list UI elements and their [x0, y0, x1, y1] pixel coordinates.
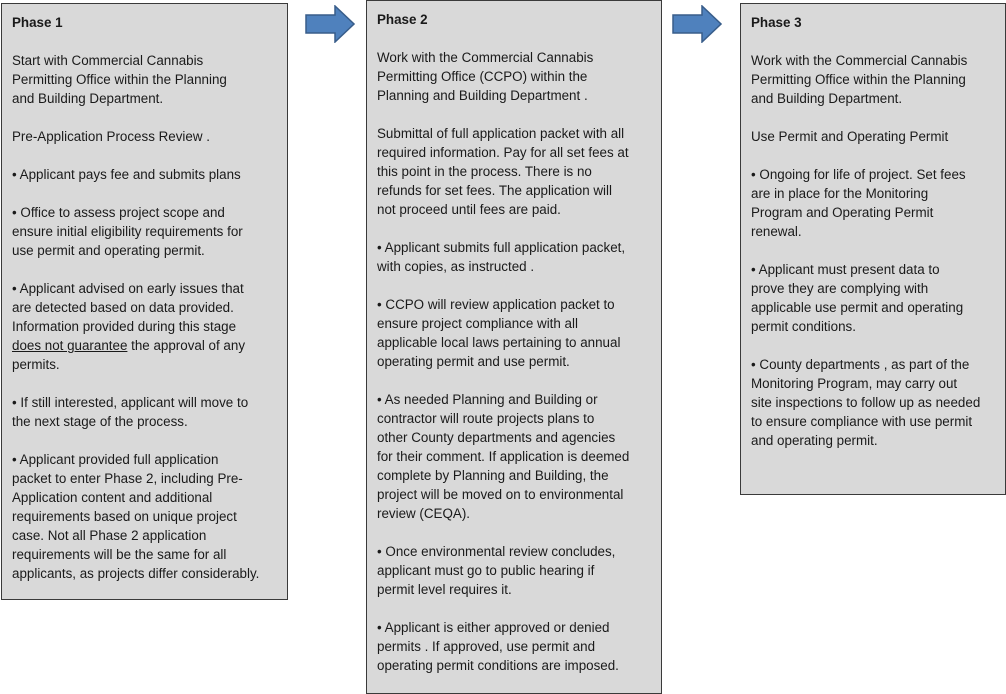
phase-paragraph: • Applicant pays fee and submits plans	[12, 167, 241, 182]
phase-paragraph: • If still interested, applicant will move to the next stage of the process.	[12, 395, 249, 429]
phase-paragraph: • Office to assess project scope and ensure initial eligibility requirements for use permit and operating permit.	[12, 205, 243, 258]
arrow-right-icon	[672, 5, 722, 43]
phase-paragraph: Pre-Application Process Review .	[12, 129, 210, 144]
phase-paragraph: • As needed Planning and Building or contractor will route projects plans to other County departments and agencies for their comment. If application is deemed complete by Planning and Building, the project will be moved on to environmental review (CEQA).	[377, 392, 630, 521]
phase-paragraph: • Applicant must present data to prove they are complying with applicable use permit and operating permit conditions.	[751, 262, 964, 334]
phase-paragraph: • CCPO will review application packet to ensure project compliance with all applicable local laws pertaining to annual operating permit and use permit.	[377, 297, 621, 369]
phase-paragraph: • Ongoing for life of project. Set fees are in place for the Monitoring Program and Operating Permit renewal.	[751, 167, 966, 239]
phase-title: Phase 3	[751, 15, 802, 30]
phase-paragraph: Work with the Commercial Cannabis Permitting Office (CCPO) within the Planning and Building Department .	[377, 50, 594, 103]
phase-3-box	[740, 3, 1006, 495]
phase-paragraph: Submittal of full application packet with all required information. Pay for all set fees at this point in the process. There is no refunds for set fees. The application will not proceed until fees are paid.	[377, 126, 629, 217]
arrow-right-icon	[305, 5, 355, 43]
phase-paragraph: Start with Commercial Cannabis Permitting Office within the Planning and Building Department.	[12, 53, 227, 106]
disclaimer-underlined: does not guarantee	[12, 338, 128, 353]
phase-title: Phase 1	[12, 15, 63, 30]
phase-paragraph-advised	[12, 279, 277, 374]
phase-paragraph: Use Permit and Operating Permit	[751, 129, 949, 144]
phase-1-box	[1, 3, 288, 600]
phase-paragraph: Work with the Commercial Cannabis Permitting Office within the Planning and Building Department.	[751, 53, 968, 106]
phase-paragraph: • Applicant submits full application packet, with copies, as instructed .	[377, 240, 626, 274]
phase-paragraph: • County departments , as part of the Monitoring Program, may carry out site inspections to follow up as needed to ensure compliance with use permit and operating permit.	[751, 357, 981, 448]
phase-paragraph: • Once environmental review concludes, applicant must go to public hearing if permit level requires it.	[377, 544, 616, 597]
phase-paragraph: • Applicant provided full application packet to enter Phase 2, including Pre- Application content and additional requirements based on unique project case. Not all Phase 2 application requirements will be the same for all applicants, as projects differ considerably.	[12, 452, 260, 581]
phase-title: Phase 2	[377, 12, 428, 27]
advised-text-end: the approval of any permits.	[12, 338, 246, 372]
phase-paragraph: • Applicant is either approved or denied permits . If approved, use permit and operating permit conditions are imposed.	[377, 620, 619, 673]
advised-text: • Applicant advised on early issues that are detected based on data provided. Information provided during this stage	[12, 281, 244, 334]
phase-2-box	[366, 0, 662, 694]
